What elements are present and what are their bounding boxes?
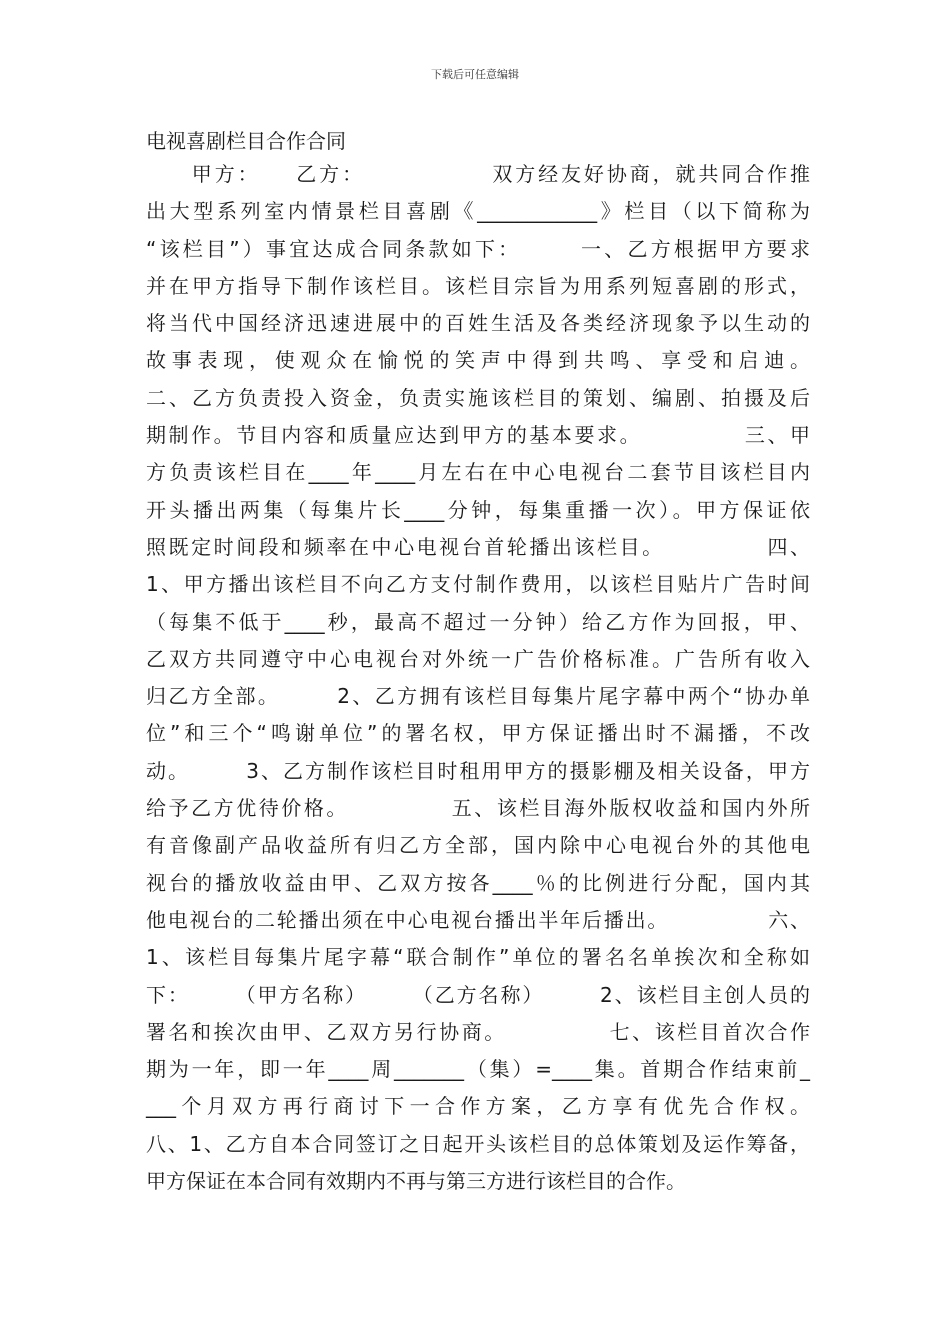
body-line: 他电视台的二轮播出须在中心电视台播出半年后播出。 六、 xyxy=(146,907,810,932)
body-line: 故事表现，使观众在愉悦的笑声中得到共鸣、享受和启迪。 xyxy=(146,348,810,373)
body-line: 二、乙方负责投入资金，负责实施该栏目的策划、编剧、拍摄及后 xyxy=(146,385,810,410)
page-header-note: 下载后可任意编辑 xyxy=(431,68,519,81)
body-line: “该栏目”）事宜达成合同条款如下： 一、乙方根据甲方要求 xyxy=(146,236,810,261)
body-line: 乙双方共同遵守中心电视台对外统一广告价格标准。广告所有收入 xyxy=(146,646,810,671)
body-line: 出大型系列室内情景栏目喜剧《____________》栏目（以下简称为 xyxy=(146,199,810,224)
body-line: 有音像副产品收益所有归乙方全部，国内除中心电视台外的其他电 xyxy=(146,833,810,858)
body-line: 1、甲方播出该栏目不向乙方支付制作费用，以该栏目贴片广告时间 xyxy=(146,572,810,597)
document-body xyxy=(146,156,810,1200)
body-line: 视台的播放收益由甲、乙双方按各____％的比例进行分配，国内其 xyxy=(146,870,810,895)
body-line: 下： （甲方名称） （乙方名称） 2、该栏目主创人员的 xyxy=(146,982,810,1007)
body-line: 署名和挨次由甲、乙双方另行协商。 七、该栏目首次合作 xyxy=(146,1019,810,1044)
body-line: 方负责该栏目在____年____月左右在中心电视台二套节目该栏目内 xyxy=(146,460,810,485)
body-line: 归乙方全部。 2、乙方拥有该栏目每集片尾字幕中两个“协办单 xyxy=(146,684,810,709)
body-line: 照既定时间段和频率在中心电视台首轮播出该栏目。 四、 xyxy=(146,534,810,559)
body-line: 位”和三个“鸣谢单位”的署名权，甲方保证播出时不漏播，不改 xyxy=(146,721,810,746)
body-line: 期为一年，即一年____周_______（集）=____集。首期合作结束前_ xyxy=(146,1057,810,1082)
body-line: 1、该栏目每集片尾字幕“联合制作”单位的署名名单挨次和全称如 xyxy=(146,945,810,970)
body-line: 期制作。节目内容和质量应达到甲方的基本要求。 三、甲 xyxy=(146,423,810,448)
body-line: 甲方保证在本合同有效期内不再与第三方进行该栏目的合作。 xyxy=(146,1169,686,1194)
body-line: （每集不低于____秒，最高不超过一分钟）给乙方作为回报，甲、 xyxy=(146,609,810,634)
body-line: 将当代中国经济迅速进展中的百姓生活及各类经济现象予以生动的 xyxy=(146,311,810,336)
body-line: 八、1、乙方自本合同签订之日起开头该栏目的总体策划及运作筹备， xyxy=(146,1131,810,1156)
body-line: 甲方： 乙方： 双方经友好协商，就共同合作推 xyxy=(146,162,810,186)
document-title: 电视喜剧栏目合作合同 xyxy=(146,129,346,153)
body-line: 给予乙方优待价格。 五、该栏目海外版权收益和国内外所 xyxy=(146,796,810,821)
body-line: ___个月双方再行商讨下一合作方案，乙方享有优先合作权。 xyxy=(146,1094,810,1119)
body-line: 动。 3、乙方制作该栏目时租用甲方的摄影棚及相关设备，甲方 xyxy=(146,758,810,783)
body-line: 开头播出两集（每集片长____分钟，每集重播一次）。甲方保证依 xyxy=(146,497,810,522)
body-line: 并在甲方指导下制作该栏目。该栏目宗旨为用系列短喜剧的形式， xyxy=(146,273,810,298)
